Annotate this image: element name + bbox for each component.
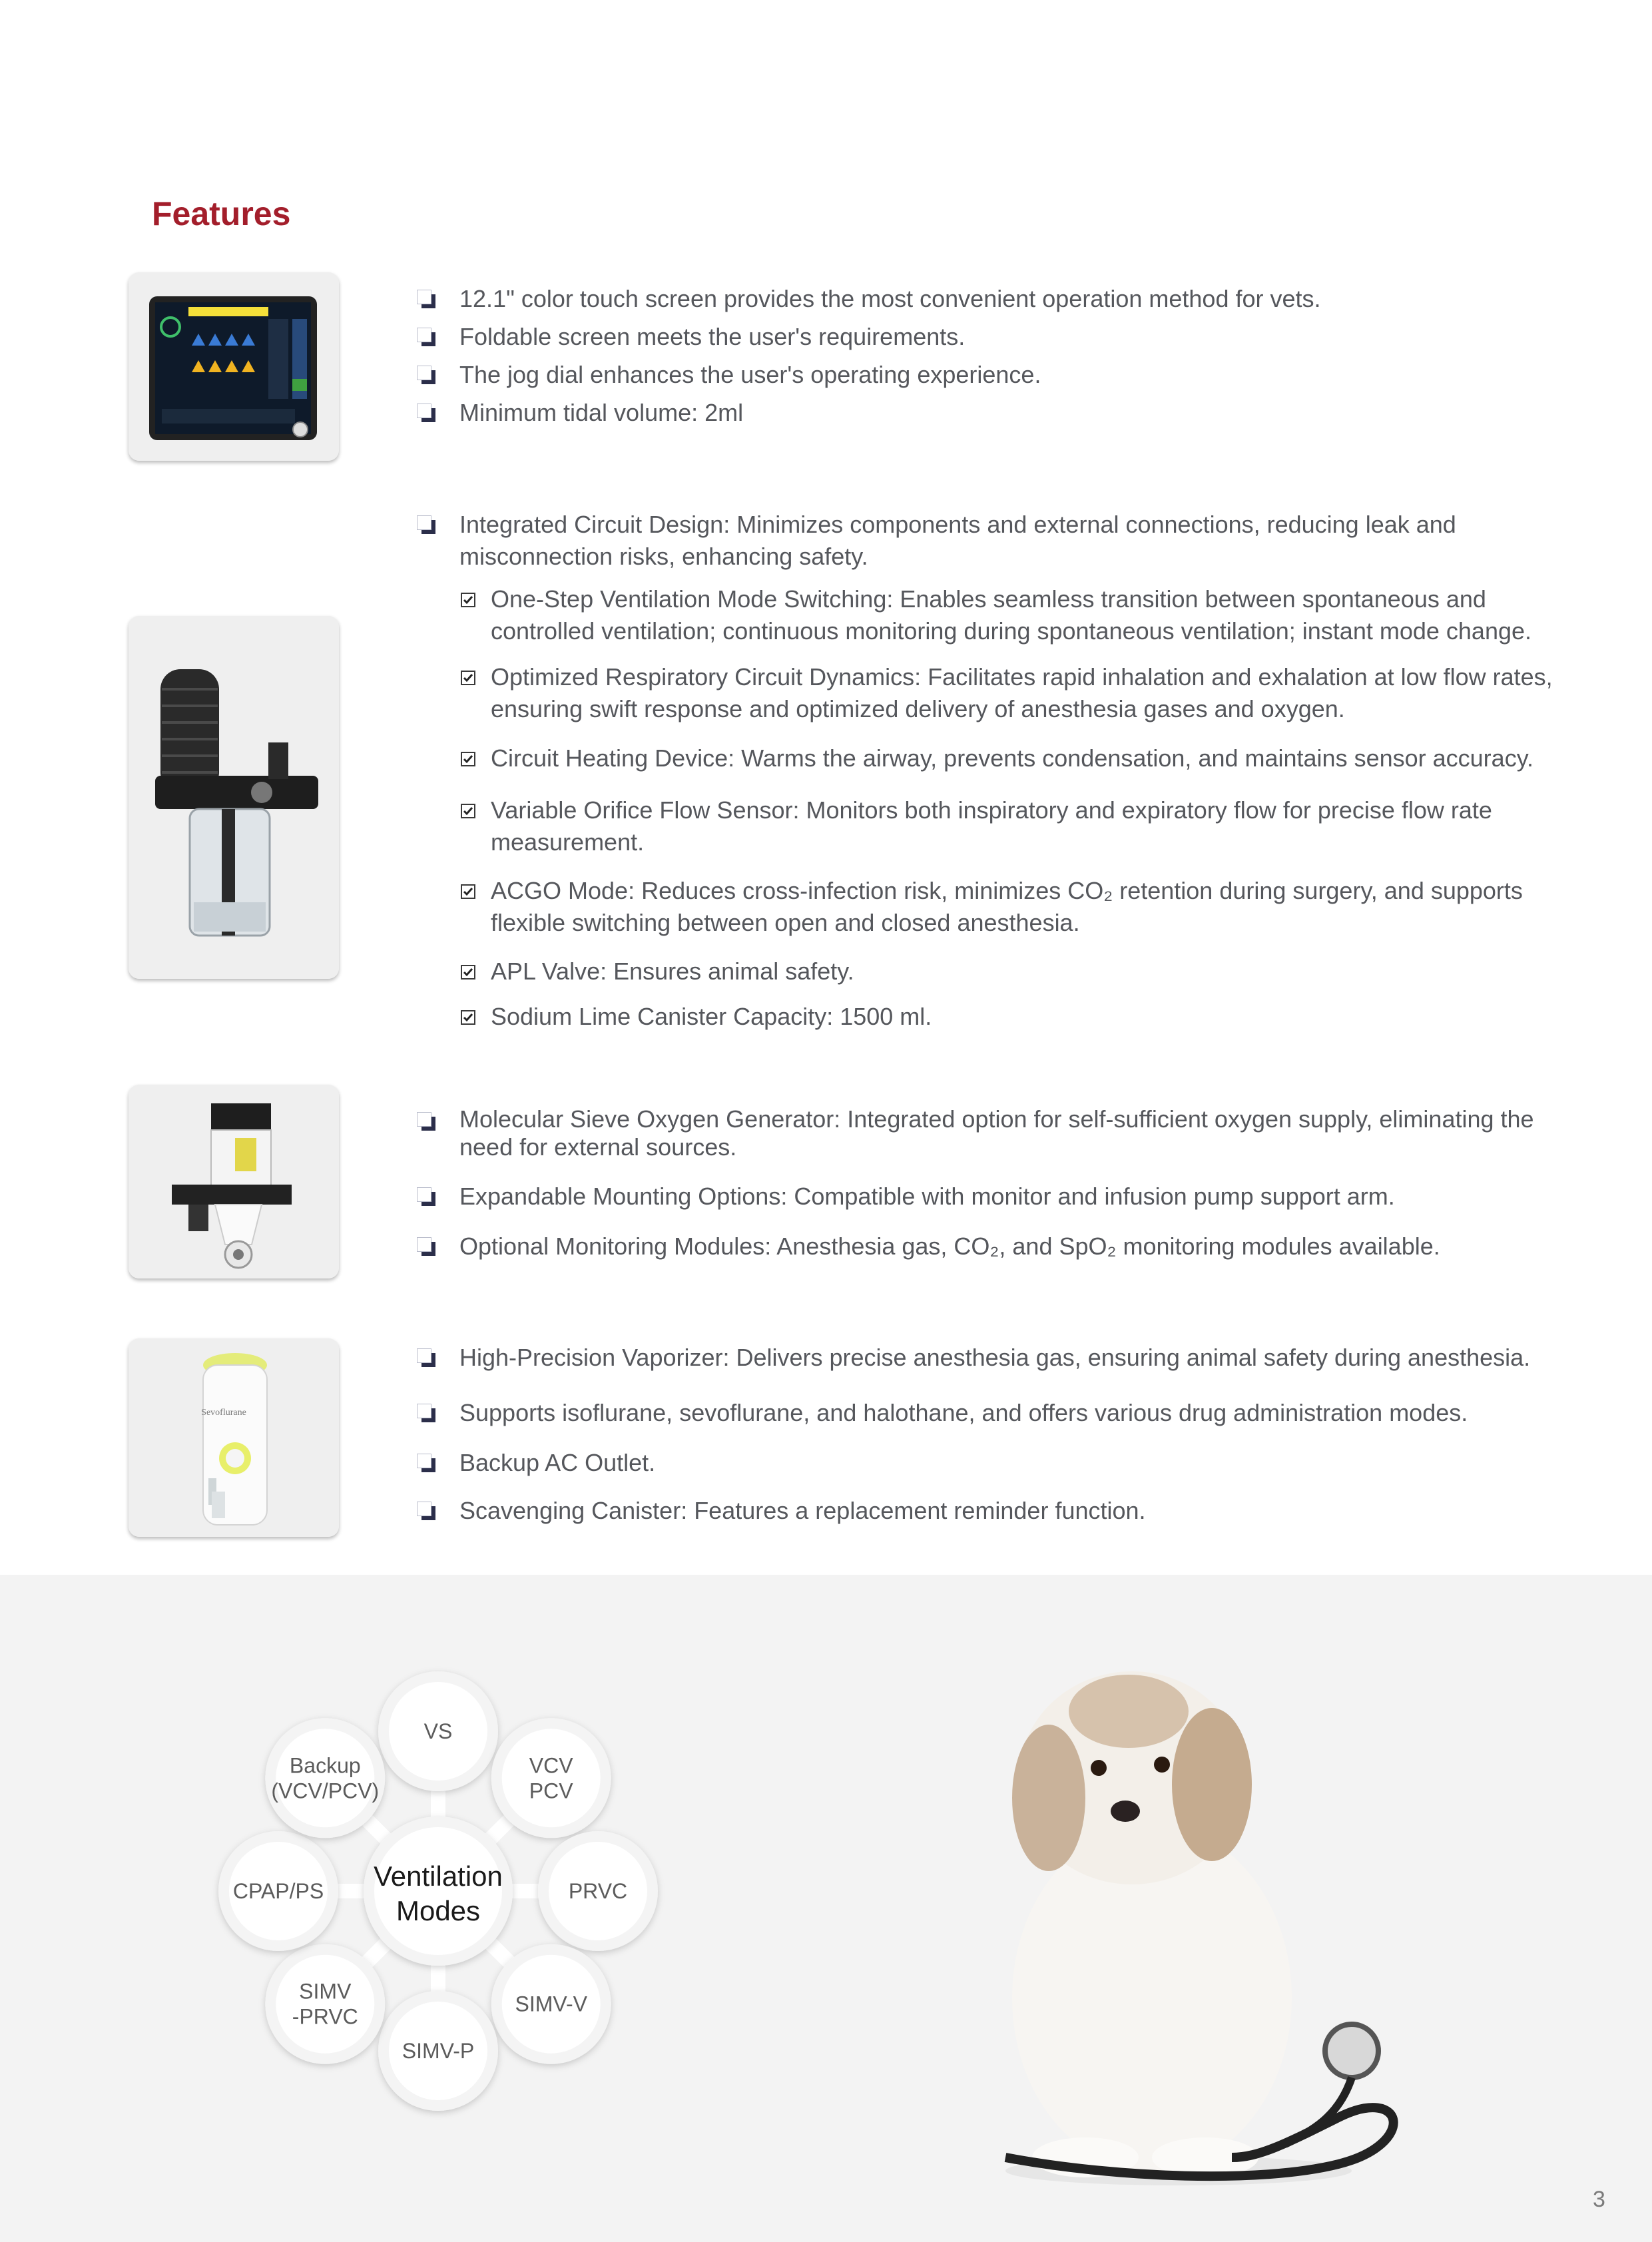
mode-node (491, 1718, 611, 1838)
center-label-line2: Modes (396, 1895, 481, 1926)
bullet-icon (417, 1237, 433, 1253)
feature-item: Foldable screen meets the user's requirements. (417, 321, 1562, 353)
mode-label: SIMV-P (402, 2039, 475, 2063)
mode-label: -PRVC (292, 2004, 358, 2029)
checkbox-icon (461, 804, 475, 818)
feature-item: Optional Monitoring Modules: Anesthesia gas, CO₂, and SpO₂ monitoring modules available. (417, 1231, 1562, 1262)
checkbox-icon (461, 752, 475, 766)
sub-feature-item: APL Valve: Ensures animal safety. (461, 956, 1599, 987)
bullet-icon (417, 366, 433, 382)
anesthesia-machine-image (129, 1085, 339, 1278)
checkbox-icon (461, 965, 475, 980)
feature-item: Backup AC Outlet. (417, 1447, 1562, 1479)
mode-label: VS (423, 1719, 453, 1743)
feature-item: 12.1" color touch screen provides the most convenient operation method for vets. (417, 283, 1562, 315)
sub-feature-item: Sodium Lime Canister Capacity: 1500 ml. (461, 1001, 1599, 1033)
center-label-line1: Ventilation (374, 1860, 503, 1892)
bullet-icon (417, 1187, 433, 1203)
monitor-image (129, 272, 339, 461)
dog-photo (912, 1651, 1445, 2197)
checkbox-icon (461, 884, 475, 899)
sub-feature-item: ACGO Mode: Reduces cross-infection risk, minimizes CO₂ retention during surgery, and supports flexible switching between open and closed anesthesia. (461, 875, 1599, 939)
mode-label: SIMV-V (515, 1992, 587, 2016)
page-title: Features (152, 195, 291, 232)
checkbox-icon (461, 593, 475, 607)
mode-label: Backup (289, 1753, 361, 1778)
bullet-icon (417, 1454, 433, 1470)
mode-node (378, 1991, 498, 2111)
bullet-icon (417, 1404, 433, 1420)
bullet-icon (417, 1112, 433, 1128)
bullet-icon (417, 1502, 433, 1518)
feature-item: Molecular Sieve Oxygen Generator: Integrated option for self-sufficient oxygen supply, eliminating the need for external sources. (417, 1105, 1562, 1161)
bullet-icon (417, 1348, 433, 1364)
sub-feature-item: Circuit Heating Device: Warms the airway, prevents condensation, and maintains sensor accuracy. (461, 742, 1599, 774)
bullet-icon (417, 515, 433, 531)
mode-label: VCV (529, 1753, 573, 1778)
mode-label: SIMV (299, 1979, 352, 2004)
center-node (364, 1817, 513, 1966)
ventilation-modes-diagram (200, 1645, 679, 2124)
feature-item: The jog dial enhances the user's operating experience. (417, 359, 1562, 391)
bullet-icon (417, 404, 433, 420)
vaporizer-image (129, 1338, 339, 1537)
feature-item: Integrated Circuit Design: Minimizes components and external connections, reducing leak and misconnection risks, enhancing safety. (417, 509, 1562, 573)
checkbox-icon (461, 1010, 475, 1025)
mode-label: (VCV/PCV) (271, 1779, 380, 1803)
bullet-icon (417, 290, 433, 306)
mode-node (378, 1671, 498, 1791)
sub-feature-item: Optimized Respiratory Circuit Dynamics: Facilitates rapid inhalation and exhalation at low flow rates, ensuring swift response and optimized delivery of anesthesia gases and oxygen. (461, 661, 1599, 725)
vaporizer-label: Sevoflurane (201, 1408, 246, 1418)
feature-item: Expandable Mounting Options: Compatible with monitor and infusion pump support arm. (417, 1181, 1562, 1213)
mode-node (218, 1831, 338, 1951)
feature-item: Minimum tidal volume: 2ml (417, 397, 1562, 429)
mode-node (265, 1718, 385, 1838)
feature-item: High-Precision Vaporizer: Delivers precise anesthesia gas, ensuring animal safety during anesthesia. (417, 1342, 1562, 1374)
mode-label: PRVC (568, 1879, 628, 1903)
checkbox-icon (461, 671, 475, 685)
feature-item: Supports isoflurane, sevoflurane, and halothane, and offers various drug administration modes. (417, 1397, 1562, 1429)
page-number: 3 (1593, 2187, 1605, 2212)
bullet-icon (417, 328, 433, 344)
sub-feature-item: Variable Orifice Flow Sensor: Monitors both inspiratory and expiratory flow for precise flow rate measurement. (461, 794, 1599, 858)
mode-label: PCV (529, 1779, 573, 1803)
mode-node (491, 1944, 611, 2064)
mode-label: CPAP/PS (232, 1879, 324, 1903)
mode-node (265, 1944, 385, 2064)
mode-node (538, 1831, 658, 1951)
breathing-circuit-image (129, 616, 339, 979)
feature-item: Scavenging Canister: Features a replacement reminder function. (417, 1495, 1562, 1527)
sub-feature-item: One-Step Ventilation Mode Switching: Enables seamless transition between spontaneous and controlled ventilation; continuous monitoring during spontaneous ventilation; instant mode change. (461, 583, 1599, 647)
